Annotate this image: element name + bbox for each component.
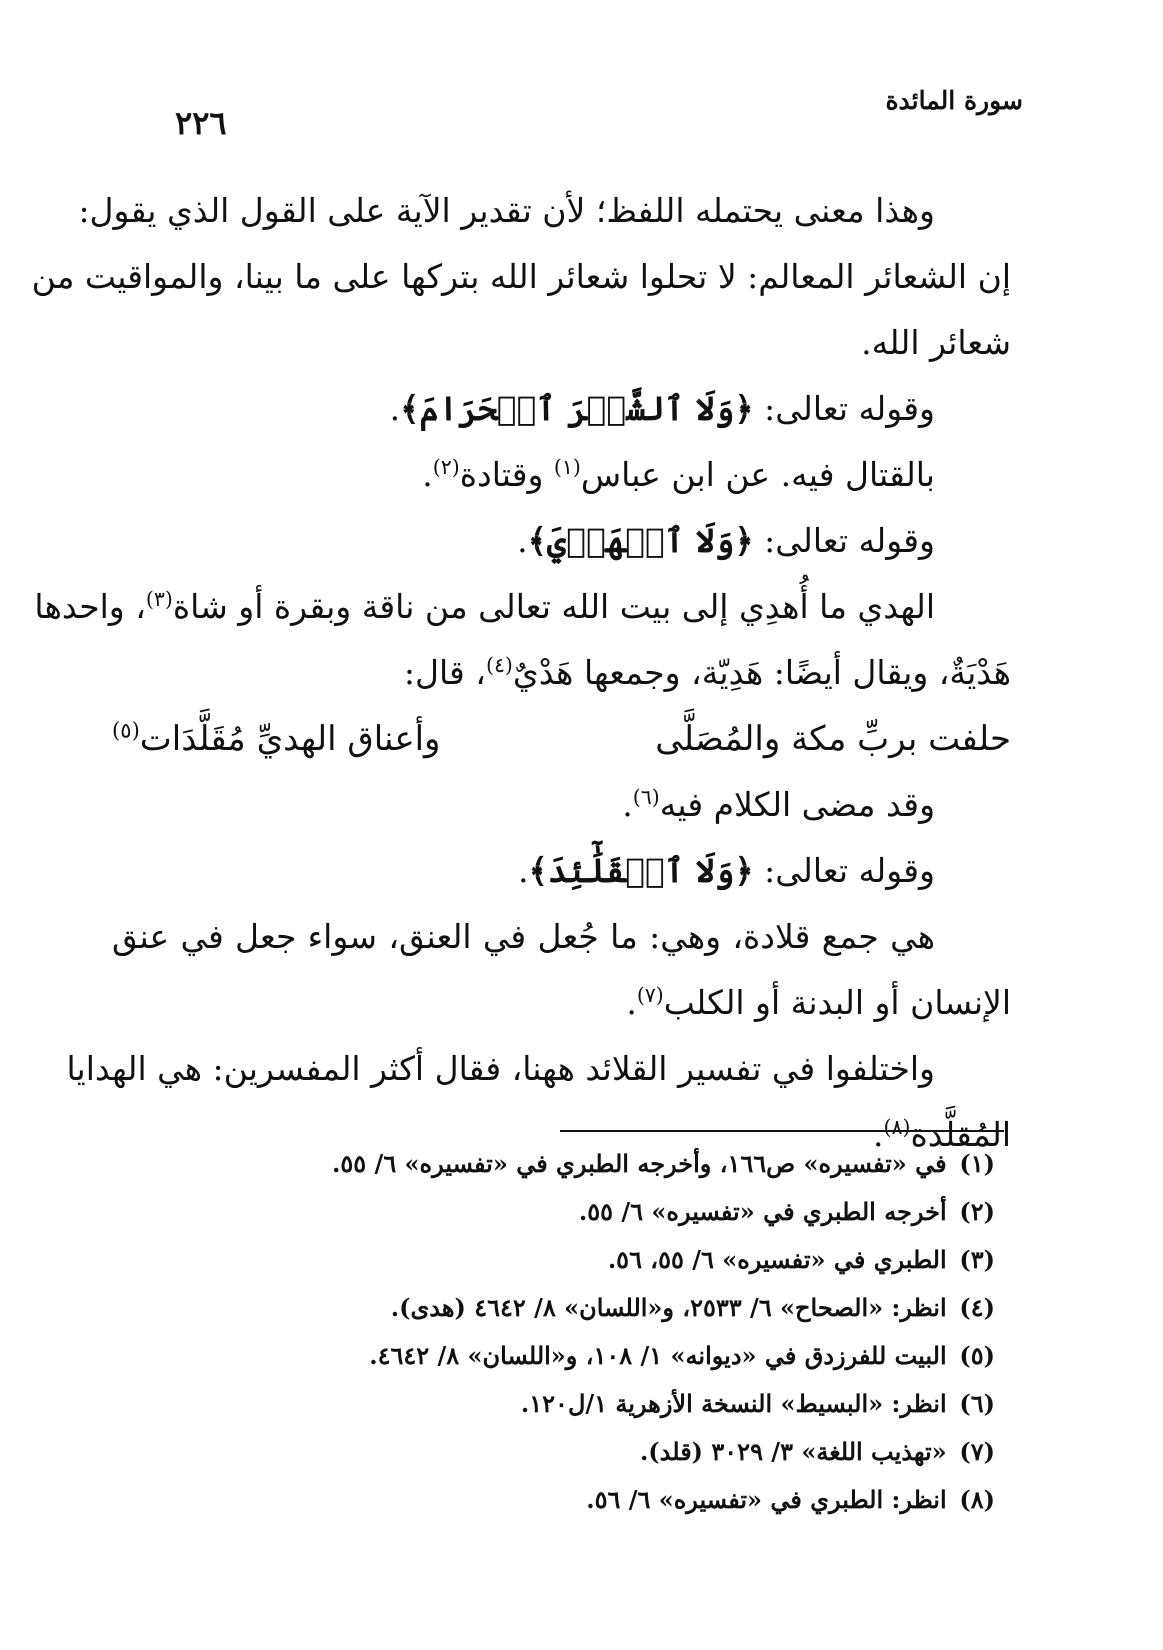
footnote-number: (٥): [959, 1341, 995, 1370]
text-line-6: [112, 508, 1011, 574]
footnote-ref-4[interactable]: (٤): [485, 653, 513, 677]
footnote-text: أخرجه الطبري في «تفسيره» ٦/ ٥٥.: [578, 1197, 947, 1226]
line-text: ، قال:: [403, 653, 486, 692]
footnote-number: (٦): [959, 1389, 995, 1418]
text-line-3: شعائر الله.: [861, 323, 1011, 362]
footnote-item: [150, 1188, 995, 1236]
footnote-text: انظر: «الصحاح» ٦/ ٢٥٣٣، و«اللسان» ٨/ ٤٦٤٢ (هدى).: [390, 1293, 947, 1322]
text-line-4: [112, 376, 1011, 442]
surah-title: سورة المائدة: [885, 86, 1023, 115]
footnote-ref-7[interactable]: (٧): [636, 983, 664, 1007]
punctuation: .: [518, 851, 529, 890]
footnote-ref-3[interactable]: (٣): [145, 587, 173, 611]
footnote-item: [150, 1284, 995, 1332]
text-line-14: واختلفوا في تفسير القلائد ههنا، فقال أكثر المفسرين: هي الهدايا: [66, 1049, 935, 1088]
footnote-ref-6[interactable]: (٦): [632, 785, 660, 809]
line-text: وقتادة: [459, 455, 554, 494]
footnote-text: انظر: «البسيط» النسخة الأزهرية ١/ل١٢٠.: [520, 1389, 947, 1418]
line-text: الهدي ما أُهدِي إلى بيت الله تعالى من ناقة وبقرة أو شاة: [172, 587, 935, 626]
footnote-ref-2[interactable]: (٢): [432, 455, 460, 479]
footnote-item: [150, 1332, 995, 1380]
footnote-text: الطبري في «تفسيره» ٦/ ٥٥، ٥٦.: [607, 1245, 947, 1274]
line-text: المُقلَّدة: [910, 1115, 1011, 1154]
footnote-item: [150, 1236, 995, 1284]
footnotes-list: [150, 1140, 995, 1524]
line-text: وقد مضى الكلام فيه: [659, 785, 935, 824]
intro-text: وقوله تعالى:: [753, 851, 935, 890]
text-line-12: هي جمع قلادة، وهي: ما جُعل في العنق، سواء جعل في عنق: [112, 917, 935, 956]
punctuation: .: [422, 455, 433, 494]
punctuation: .: [517, 521, 528, 560]
footnote-separator: [560, 1130, 1004, 1132]
footnote-item: [150, 1140, 995, 1188]
punctuation: .: [389, 389, 401, 428]
text-line-5: [112, 442, 1011, 508]
verse-second-hemistich: [112, 706, 440, 772]
footnote-number: (٤): [959, 1293, 995, 1322]
footnote-number: (٣): [959, 1245, 995, 1274]
footnote-ref-1[interactable]: (١): [553, 455, 581, 479]
footnote-item: [150, 1380, 995, 1428]
footnote-item: [150, 1428, 995, 1476]
footnote-text: انظر: الطبري في «تفسيره» ٦/ ٥٦.: [586, 1485, 947, 1514]
quran-quote: ﴿وَلَا ٱلشَّهۡرَ ٱلۡحَرَامَ﴾: [400, 389, 754, 428]
intro-text: وقوله تعالى:: [753, 389, 935, 428]
verse-text: وأعناق الهديِّ مُقَلَّدَات: [139, 719, 441, 759]
footnote-text: البيت للفرزدق في «ديوانه» ١/ ١٠٨، و«اللسان» ٨/ ٤٦٤٢.: [369, 1341, 947, 1370]
quran-quote: ﴿وَلَا ٱلۡقَلَٰٓئِدَ﴾: [528, 851, 754, 890]
footnote-ref-5[interactable]: (٥): [112, 717, 140, 743]
footnote-number: (٧): [959, 1437, 995, 1466]
footnote-number: (١): [959, 1149, 995, 1178]
punctuation: .: [873, 1115, 884, 1154]
text-line-8: [112, 640, 1011, 706]
main-text: [31, 178, 1011, 1168]
punctuation: .: [622, 785, 633, 824]
footnote-item: [150, 1476, 995, 1524]
text-line-13: [112, 970, 1011, 1036]
footnote-text: «تهذيب اللغة» ٣/ ٣٠٢٩ (قلد).: [639, 1437, 947, 1466]
intro-text: وقوله تعالى:: [753, 521, 935, 560]
text-line-1: وهذا معنى يحتمله اللفظ؛ لأن تقدير الآية على القول الذي يقول:: [78, 191, 935, 230]
line-text: ، واحدها: [34, 587, 146, 626]
punctuation: .: [626, 983, 637, 1022]
footnote-text: في «تفسيره» ص١٦٦، وأخرجه الطبري في «تفسيره» ٦/ ٥٥.: [332, 1149, 947, 1178]
line-text: الإنسان أو البدنة أو الكلب: [663, 983, 1011, 1022]
text-line-7: [34, 574, 1011, 640]
footnote-ref-8[interactable]: (٨): [883, 1115, 911, 1139]
page-header: [175, 78, 1023, 142]
text-line-11: [112, 838, 1011, 904]
poetry-verse: [112, 706, 1011, 772]
verse-first-hemistich: حلفت بربِّ مكة والمُصَلَّى: [655, 719, 1011, 759]
text-line-2: إن الشعائر المعالم: لا تحلوا شعائر الله بتركها على ما بينا، والمواقيت من: [31, 257, 1011, 296]
page-number: ٢٢٦: [175, 104, 227, 142]
line-text: بالقتال فيه. عن ابن عباس: [580, 455, 935, 494]
line-text: هَدْيَةٌ، ويقال أيضًا: هَدِيّة، وجمعها هَدْيٌ: [512, 653, 1011, 692]
footnote-number: (٢): [959, 1197, 995, 1226]
quran-quote: ﴿وَلَا ٱلۡهَدۡيَ﴾: [527, 521, 754, 560]
footnote-number: (٨): [959, 1485, 995, 1514]
text-line-10: [112, 772, 1011, 838]
